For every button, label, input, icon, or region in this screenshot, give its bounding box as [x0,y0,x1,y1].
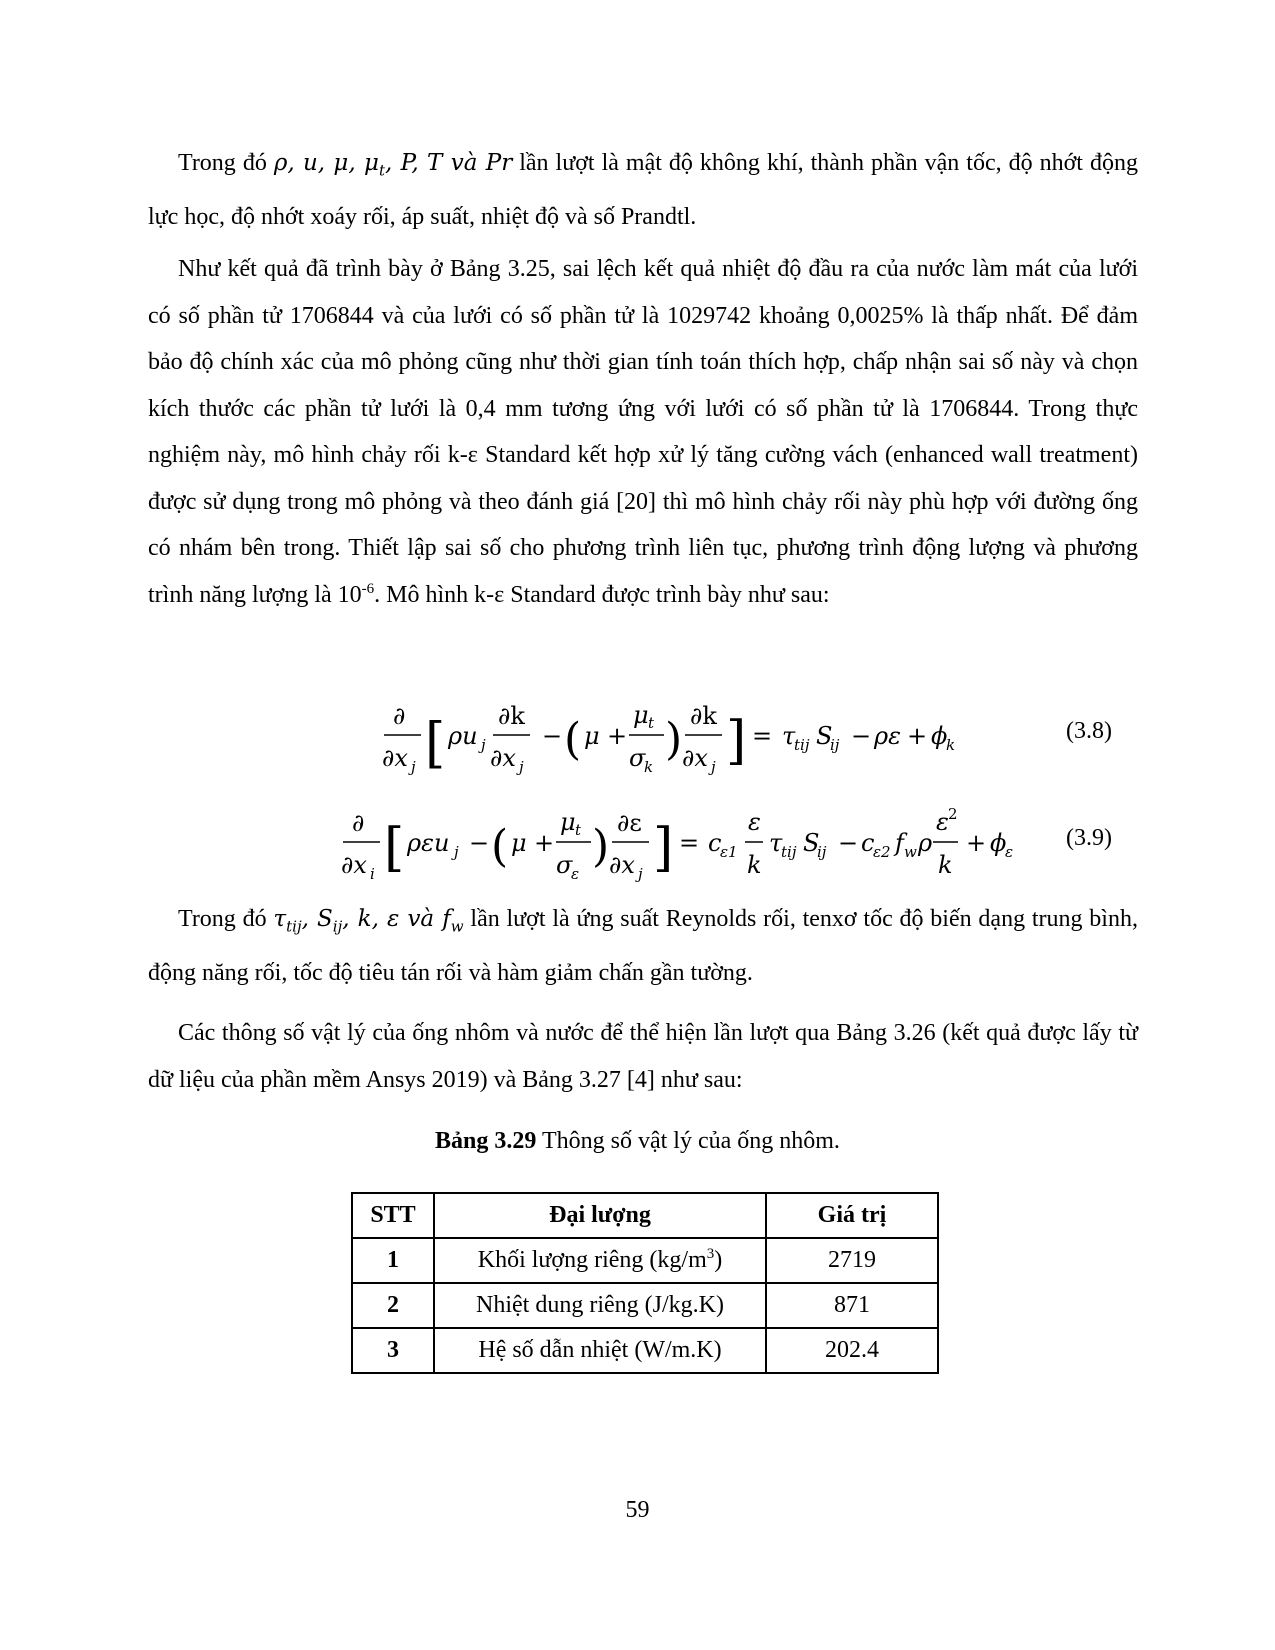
svg-text:∂x: ∂x [382,744,408,772]
row-quantity: Khối lượng riêng $(kg/m^3)$ [434,1238,766,1283]
svg-text:∂k: ∂k [690,702,717,730]
svg-text:+: + [534,829,555,857]
table-row [352,1238,938,1283]
svg-text:j: j [481,736,486,754]
p4-text: Các thông số vật lý của ống nhôm và nước để thể hiện lần lượt qua Bảng 3.26 (kết quả được lấy từ dữ liệu của phần mềm Ansys 2019) và Bảng 3.27 [4] như sau: [148,1020,1138,1093]
svg-text:ε: ε [936,808,949,836]
table-row [352,1283,938,1328]
svg-text:): ) [592,821,610,872]
svg-text:j: j [711,758,716,776]
svg-text:+: + [907,722,928,750]
svg-text:j: j [638,865,643,883]
svg-text:2: 2 [948,805,958,823]
paragraph-symbols-definition [148,140,1138,241]
svg-text:ρε: ρε [874,722,901,750]
svg-text:tij: tij [794,736,810,754]
row-stt: 2 [352,1283,434,1328]
svg-text:τ: τ [769,829,783,857]
p3-lead: Trong đó [178,906,274,932]
p1-rest: lần lượt là mật độ không khí, thành phần vận tốc, độ nhớt động lực học, độ nhớt xoáy rối, áp suất, nhiệt độ và số Prandtl. [148,150,1138,231]
svg-text:): ) [665,714,683,765]
p2-exponent: -6 [361,580,375,597]
p2-tail: . Mô hình k-ε Standard được trình bày như sau: [374,581,830,608]
header-quantity: Đại lượng [434,1193,766,1238]
aluminum-properties-table [351,1192,939,1374]
svg-text:σ: σ [556,851,573,879]
p2-text: Như kết quả đã trình bày ở Bảng 3.25, sai lệch kết quả nhiệt độ đầu ra của nước làm mát của lưới có số phần tử 1706844 và của lưới có số phần tử là 1029742 khoảng 0,0025% là thấp nhất. Để đảm bảo độ chính xác của mô phỏng cũng như thời gian tính toán thích hợp, chấp nhận sai số này và chọn kích thước các phần tử lưới là 0,4 mm tương ứng với lưới có số phần tử là 1706844. Trong thực nghiệm này, mô hình chảy rối k-ε Standard kết hợp xử lý tăng cường vách (enhanced wall treatment) được sử dụng trong mô phỏng và theo đánh giá [20] thì mô hình chảy rối này phù hợp với đường ống có nhám bên trong. Thiết lập sai số cho phương trình liên tục, phương trình động lượng và phương trình năng lượng là 10 [148,256,1138,608]
row-value: 202.4 [766,1328,938,1373]
svg-text:ε: ε [748,808,761,836]
svg-text:t: t [575,821,582,839]
svg-text:∂x: ∂x [341,851,367,879]
svg-text:j: j [454,843,459,861]
paragraph-mesh-results [148,246,1138,618]
svg-text:=: = [679,829,700,857]
svg-text:i: i [370,865,375,883]
svg-text:c: c [861,829,875,857]
svg-text:∂k: ∂k [498,702,525,730]
svg-text:[: [ [384,818,405,878]
row-value: 871 [766,1283,938,1328]
svg-text:ε: ε [571,865,580,883]
row-value: 2719 [766,1238,938,1283]
svg-text:(: ( [564,714,582,765]
svg-text:ρ: ρ [918,829,933,857]
svg-text:k: k [747,851,762,879]
paragraph-equation-symbols [148,896,1138,997]
svg-text:μ: μ [584,722,600,750]
svg-text:f: f [895,829,904,857]
svg-text:∂: ∂ [352,809,365,837]
svg-text:(: ( [491,821,509,872]
svg-text:]: ] [726,711,747,771]
row-quantity: Nhiệt dung riêng (J/kg.K) [434,1283,766,1328]
svg-text:ϕ: ϕ [931,722,948,750]
svg-text:∂x: ∂x [609,851,635,879]
svg-text:μ: μ [560,808,576,836]
svg-text:c: c [708,829,722,857]
svg-text:ij: ij [817,843,827,861]
svg-text:]: ] [653,818,674,878]
svg-text:ε: ε [1005,843,1014,861]
svg-text:∂x: ∂x [490,744,516,772]
svg-text:S: S [816,722,833,750]
svg-text:S: S [803,829,820,857]
svg-text:σ: σ [629,744,646,772]
table-row [352,1328,938,1373]
svg-text:−: − [851,722,872,750]
svg-text:[: [ [425,711,446,775]
svg-text:j: j [411,758,416,776]
svg-text:ε2: ε2 [873,843,891,861]
equation-3-9-number: (3.9) [1066,825,1112,851]
table-caption-text: Thông số vật lý của ống nhôm. [536,1128,840,1154]
svg-text:ϕ: ϕ [990,829,1007,857]
p3-rest: lần lượt là ứng suất Reynolds rối, tenxơ tốc độ biến dạng trung bình, động năng rối, tốc độ tiêu tán rối và hàm giảm chấn gần tường. [148,906,1138,987]
svg-text:k: k [946,736,956,754]
row-stt: 1 [352,1238,434,1283]
svg-text:ij: ij [830,736,840,754]
svg-text:tij: tij [781,843,797,861]
svg-text:μ: μ [511,829,527,857]
page-number: 59 [625,1497,650,1523]
svg-text:−: − [838,829,859,857]
svg-text:−: − [542,722,563,750]
svg-text:ρεu: ρεu [407,829,450,857]
table-header-row [352,1193,938,1238]
svg-text:μ: μ [633,701,649,729]
svg-text:w: w [904,843,917,861]
svg-text:−: − [469,829,490,857]
row-stt: 3 [352,1328,434,1373]
table-caption-label: Bảng 3.29 [435,1128,537,1154]
equation-3-8-number: (3.8) [1066,718,1112,744]
svg-text:τ: τ [782,722,796,750]
svg-text:j: j [519,758,524,776]
header-value: Giá trị [766,1193,938,1238]
svg-text:t: t [648,714,655,732]
svg-text:=: = [752,722,773,750]
svg-text:ρu: ρu [448,722,478,750]
paragraph-physical-properties [148,1010,1138,1103]
svg-text:∂: ∂ [393,702,406,730]
svg-text:ε1: ε1 [720,843,738,861]
svg-text:∂ε: ∂ε [617,809,642,837]
svg-text:∂x: ∂x [682,744,708,772]
row-quantity: Hệ số dẫn nhiệt (W/m.K) [434,1328,766,1373]
svg-text:k: k [938,851,953,879]
p1-symbols: ρ, u, μ, $\mu_t$, P, T và Pr [273,150,513,180]
svg-text:k: k [644,758,654,776]
svg-text:+: + [607,722,628,750]
p1-lead: Trong đó [178,150,274,176]
table-caption [0,1128,1275,1155]
p3-symbols: $\tau_{tij}$, $S_{ij}$, k, ε và $f_w$ [273,906,464,936]
svg-text:+: + [966,829,987,857]
header-stt: STT [352,1193,434,1238]
